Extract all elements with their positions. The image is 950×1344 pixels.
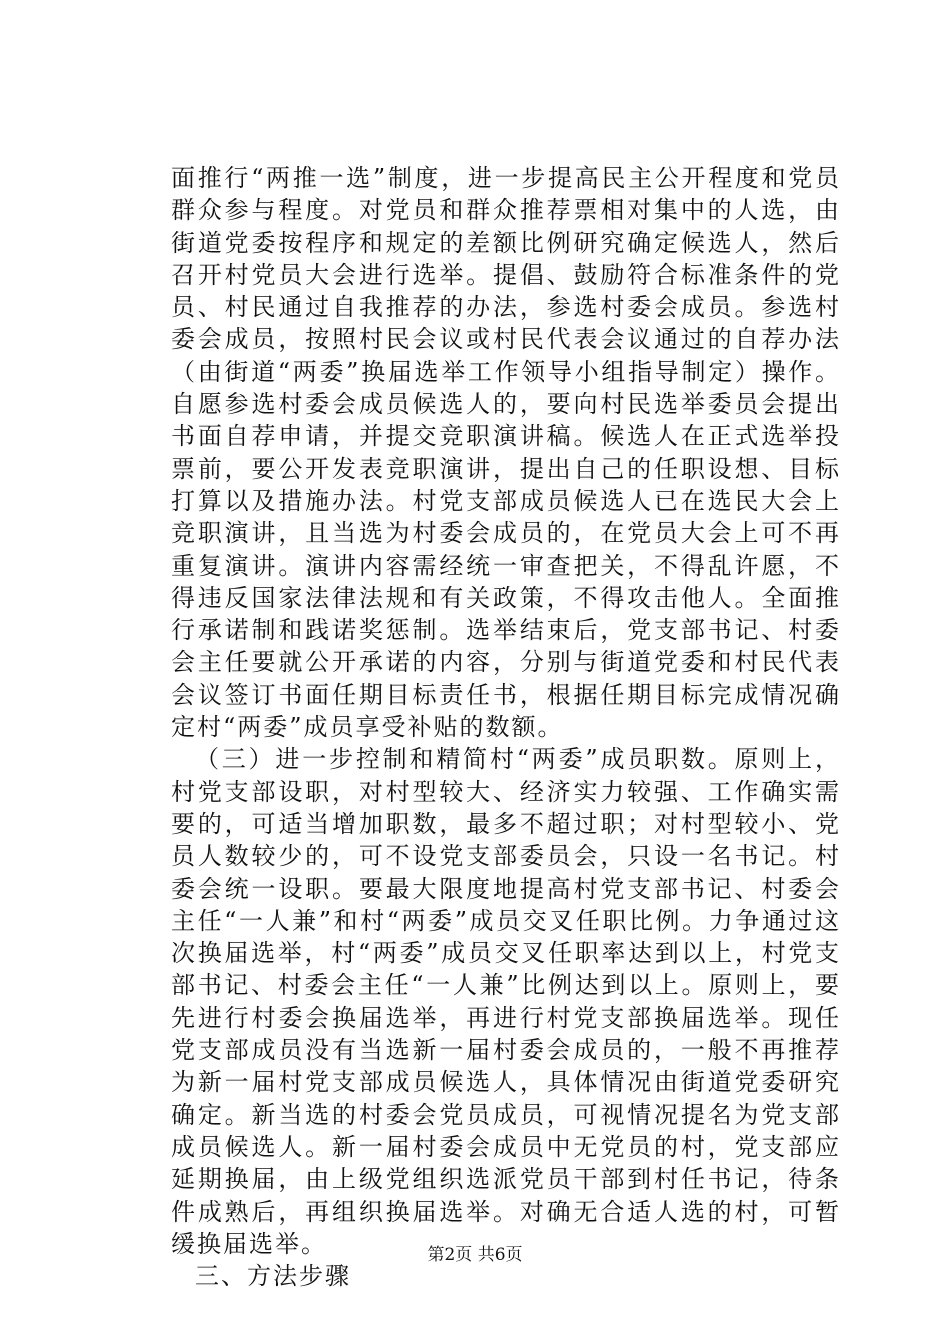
paragraph-section-three-staffing: （三）进一步控制和精简村“两委”成员职数。原则上，村党支部设职，对村型较大、经济实力较强、工作确实需要的，可适当增加职数，最多不超过职；对村型较小、党员人数较少的，可不设党支部委员会，只设一名书记。村委会统一设职。要最大限度地提高村党支部书记、村委会主任“一人兼”和村“两委”成员交叉任职比例。力争通过这次换届选举，村“两委”成员交叉任职率达到以上，村党支部书记、村委会主任“一人兼”比例达到以上。原则上，要先进行村委会换届选举，再进行村党支部换届选举。现任党支部成员没有当选新一届村委会成员的，一般不再推荐为新一届村党支部成员候选人，具体情况由街道党委研究确定。新当选的村委会党员成员，可视情况提名为党支部成员候选人。新一届村委会成员中无党员的村，党支部应延期换届，由上级党组织选派党员干部到村任书记，待条件成熟后，再组织换届选举。对确无合适人选的村，可暂缓换届选举。 (171, 745, 841, 1258)
section-heading-methods-steps: 三、方法步骤 (195, 1262, 351, 1291)
page-footer: 第2页 共6页 (427, 1245, 523, 1265)
paragraph-two-recommend-one-elect: 面推行“两推一选”制度，进一步提高民主公开程度和党员群众参与程度。对党员和群众推荐票相对集中的人选，由街道党委按程序和规定的差额比例研究确定候选人，然后召开村党员大会进行选举。提倡、鼓励符合标准条件的党员、村民通过自我推荐的办法，参选村委会成员。参选村委会成员，按照村民会议或村民代表会议通过的自荐办法（由街道“两委”换届选举工作领导小组指导制定）操作。自愿参选村委会成员候选人的，要向村民选举委员会提出书面自荐申请，并提交竞职演讲稿。候选人在正式选举投票前，要公开发表竞职演讲，提出自己的任职设想、目标打算以及措施办法。村党支部成员候选人已在选民大会上竞职演讲，且当选为村委会成员的，在党员大会上可不再重复演讲。演讲内容需经统一审查把关，不得乱许愿，不得违反国家法律法规和有关政策，不得攻击他人。全面推行承诺制和践诺奖惩制。选举结束后，党支部书记、村委会主任要就公开承诺的内容，分别与街道党委和村民代表会议签订书面任期目标责任书，根据任期目标完成情况确定村“两委”成员享受补贴的数额。 (171, 164, 841, 742)
document-body (171, 162, 841, 1292)
